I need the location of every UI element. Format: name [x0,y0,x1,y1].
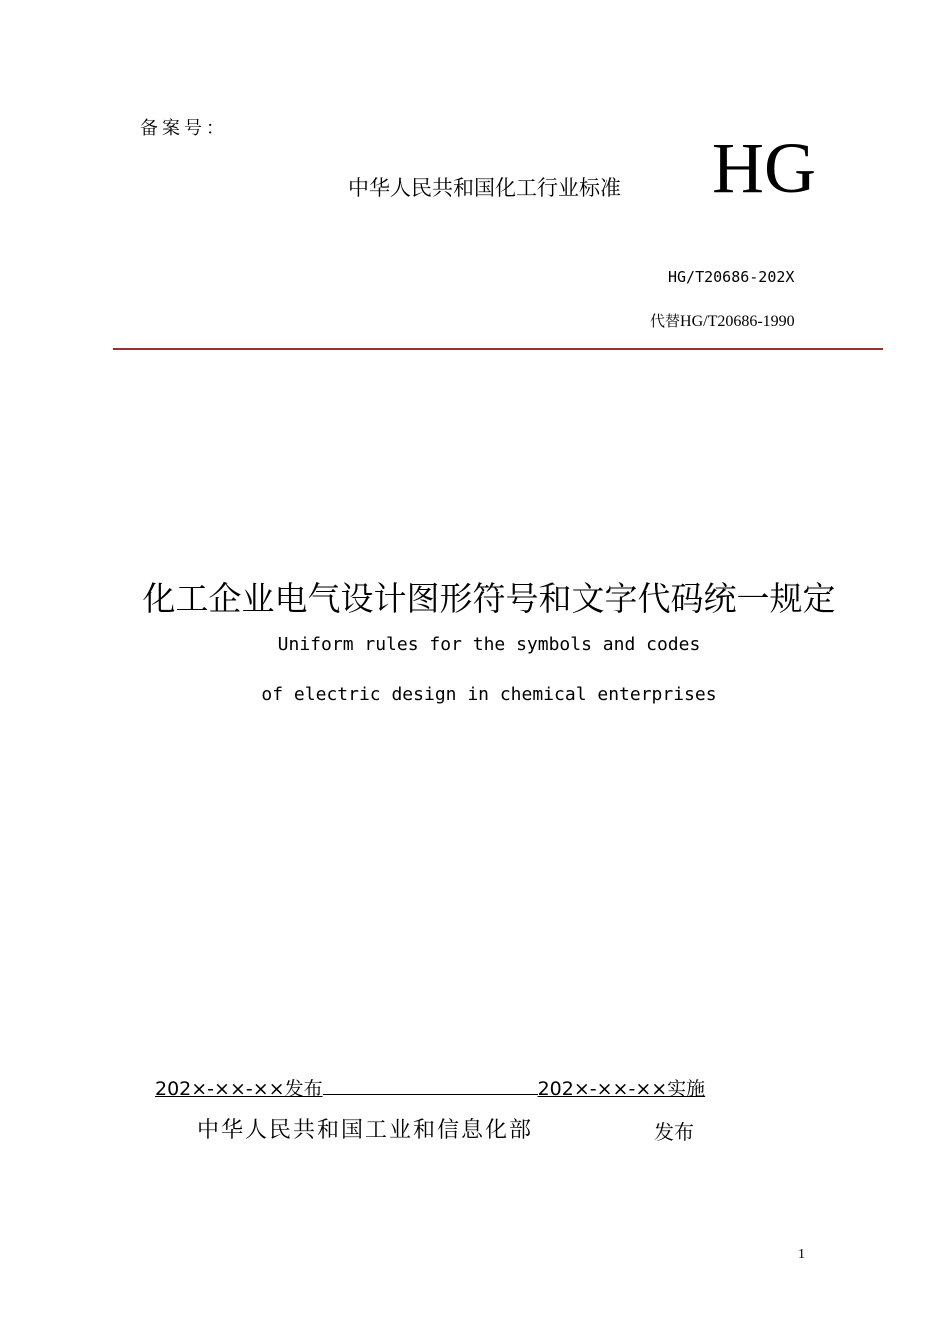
replaces-code: HG/T20686-1990 [680,313,795,330]
record-number-label: 备案号： [140,118,228,139]
publish-implement-line [155,1074,705,1101]
document-title-en-line2: of electric design in chemical enterprises [261,684,717,705]
date-separator-line [323,1076,538,1095]
publish-date: 202×-××-××发布 [155,1078,323,1100]
replaces-prefix: 代替 [650,312,681,330]
document-title-cn: 化工企业电气设计图形符号和文字代码统一规定 [142,579,836,618]
implement-date: 202×-××-××实施 [537,1078,706,1100]
issuing-authority: 中华人民共和国工业和信息化部 [197,1118,534,1143]
issue-word: 发布 [654,1120,694,1144]
replaces-standard [650,310,795,331]
standard-number: HG/T20686-202X [668,268,795,286]
standard-authority: 中华人民共和国化工行业标准 [348,176,621,200]
page-number: 1 [798,1247,805,1262]
header-rule-line [113,348,883,350]
document-title-en-line1: Uniform rules for the symbols and codes [277,634,701,655]
hg-logo: HG [712,128,816,208]
